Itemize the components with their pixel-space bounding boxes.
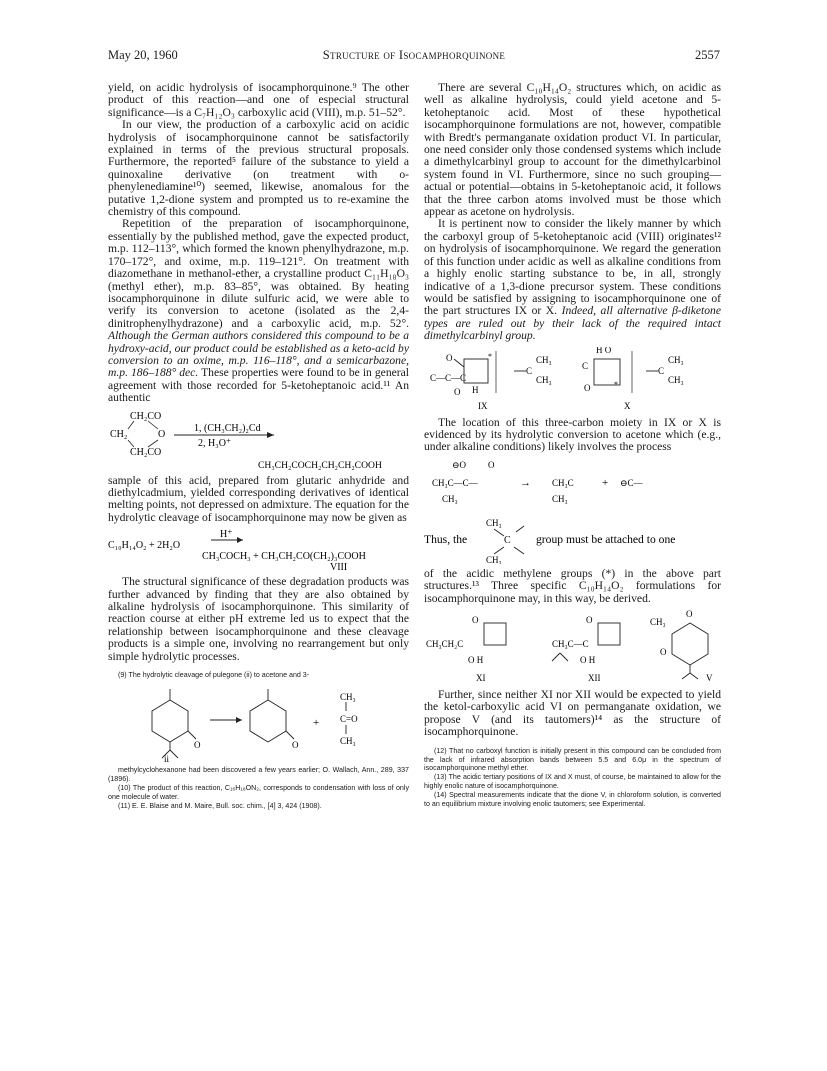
atom-label: O (454, 386, 461, 397)
atom-label: O H (468, 654, 484, 665)
bond-line (454, 359, 464, 367)
footnote-9-cont: methylcyclohexanone had been discovered a few years earlier; O. Wallach, Ann., 289, 337 (1896). (108, 765, 409, 783)
atom-label: CH₃ (536, 354, 552, 365)
bond-line (286, 731, 294, 739)
atom-label: ⊖O (452, 459, 467, 470)
atom-label: CH₃CH₂C (426, 638, 464, 649)
products: CH₃COCH₃ + CH₃CH₂CO(CH₂)₃COOH (202, 551, 366, 563)
reactants: C₁₀H₁₄O₂ + 2H₂O (108, 540, 181, 552)
dimethylcarbinyl-drawing (424, 516, 721, 564)
bond-line (188, 731, 196, 739)
atom-label: * (614, 379, 618, 389)
bond-line (170, 750, 178, 758)
scheme-label: CH₂CO (130, 446, 162, 458)
atom-label: C (658, 365, 665, 376)
paragraph: sample of this acid, prepared from glutaric anhydride and diethylcadmium, yielded corresponding derivatives of identical melting points, not depressed on admixture. The equation for the hydrolytic cleavage of isocamphorquinone may now be given as (108, 473, 409, 524)
cleavage-scheme (424, 458, 721, 512)
footnote-block (424, 747, 721, 809)
italic-text: Although the German authors considered this compound to be a hydroxy-acid, our product could be established as a keto-acid by conversion to an oxime, m.p. 116–118°, and a semicarbazone, m.p. 186–188° dec. (108, 329, 409, 380)
paragraph: The structural significance of these degradation products was further advanced by finding that they are also obtained by alkaline hydrolysis of isocamphorquinone. This similarity of reaction course at either pH extreme led us to expect that the relationship between isocamphorquinone and these cleavage products is a simple one, involving no rearrangement but only simple hydrolytic processes. (108, 575, 409, 663)
atom-label: CH₃ (536, 374, 552, 385)
scheme-label: CH₃C (552, 477, 574, 488)
running-header (108, 48, 720, 66)
compound-label: XI (476, 672, 486, 683)
product-label: CH₃CH₂COCH₂CH₂CH₂COOH (258, 459, 382, 471)
paragraph: In our view, the production of a carboxylic acid on acidic hydrolysis of isocamphorquinone cannot be satisfactorily explained in terms of the previous structural proposals. Furthermore, the reported⁵ failure of the substance to yield a quinoxaline derivative (on treatment with o-phenylenediamine¹⁰) seemed, likewise, anomalous for the putative 1,2-dione system and prompted us to re-examine the chemistry of this compound. (108, 118, 409, 219)
footnote-9: (9) The hydrolytic cleavage of pulegone (ii) to acetone and 3- (118, 671, 310, 680)
atom-label: C (526, 365, 533, 376)
right-column (424, 82, 721, 809)
atom-label: O (472, 614, 479, 625)
atom-label: O (292, 739, 299, 750)
ring (484, 623, 506, 645)
text-run: group must be attached to one (536, 532, 676, 546)
atom-label: C (582, 360, 589, 371)
atom-label: C=O (340, 713, 358, 724)
bond-line (690, 673, 698, 679)
ring (672, 623, 708, 665)
paragraph (424, 218, 721, 342)
structures-xi-xii-v-drawing (424, 609, 721, 685)
bond-line (148, 440, 158, 447)
bond-line (682, 673, 690, 679)
compound-label: VIII (330, 562, 348, 573)
bond-line (514, 547, 524, 554)
compound-label: X (624, 400, 631, 411)
scheme-label: CH₂CO (130, 410, 162, 422)
compound-label: IX (478, 400, 488, 411)
atom-label: O H (580, 654, 596, 665)
bond-line (148, 421, 158, 429)
reagent-label: 1, (CH₃CH₂)₂Cd (194, 422, 261, 434)
arrow-head (236, 717, 242, 723)
pulegone-drawing (108, 684, 409, 762)
scheme-label: CH₂ (110, 428, 128, 440)
header-date: May 20, 1960 (108, 48, 178, 62)
structures-ix-x-drawing (424, 347, 721, 413)
ring (250, 700, 286, 742)
atom-label: CH₃ (486, 517, 502, 528)
paragraph: Further, since neither XI nor XII would be expected to yield the ketol-carboxylic acid VI on permanganate oxidation, we propose V (and its tautomers)¹⁴ as the structure of isocamphorquinone. (424, 687, 721, 739)
atom-label: O (586, 614, 593, 625)
header-title: Structure of Isocamphorquinone (322, 48, 506, 62)
atom-label: CH₃C—C (552, 638, 589, 649)
footnote-11: (11) E. E. Blaise and M. Maire, Bull. soc. chim., [4] 3, 424 (1908). (118, 801, 322, 810)
plus-sign: + (313, 716, 320, 729)
scheme-label: O (158, 428, 166, 440)
cleavage-drawing (424, 458, 721, 512)
atom-label: CH₃ (340, 735, 356, 746)
scheme-label: CH₃C—C— (432, 477, 478, 488)
atom-label: O (660, 646, 667, 657)
arrow-head (267, 432, 274, 438)
footnote-block (108, 766, 409, 811)
footnote-14: (14) Spectral measurements indicate that the dione V, in chloroform solution, is converted to an equilibrium mixture involving enolic tautomers; see Experimental. (424, 791, 721, 809)
atom-label: CH₃ (442, 493, 458, 504)
structures-ix-x (424, 347, 721, 413)
atom-label: O (488, 459, 495, 470)
bond-line (128, 421, 134, 429)
ring (598, 623, 620, 645)
paragraph: There are several C₁₀H₁₄O₂ structures which, on acidic as well as alkaline hydrolysis, could yield acetone and 5-ketoheptanoic acid. Most of these hypothetical isocamphorquinone formulations are not, however, compatible with Bredt's permanganate oxidation product VI. In particular, one need consider only those condensed systems which include a dimethylcarbinyl group to account for the dimethylcarbinol system found in VI. Furthermore, since no such grouping—actual or potential—obtains in 5-ketoheptanoic acid, it follows that the three carbon atoms involved must be those which appear as acetone on hydrolysis. (424, 81, 721, 219)
footnote-10: (10) The product of this reaction, C₁₆H₁₈ON₂, corresponds to condensation with loss of only one molecule of water. (108, 783, 409, 801)
ring (152, 700, 188, 742)
bond-line (516, 526, 524, 532)
footnote-block (108, 671, 409, 680)
atom-label: O (584, 382, 591, 393)
dimethylcarbinyl-line (424, 516, 721, 564)
atom-label: CH₃ (486, 554, 502, 564)
atom-label: H O (596, 346, 612, 355)
bond-line (494, 547, 504, 554)
pulegone-scheme (108, 684, 409, 762)
hydrolysis-equation (108, 528, 409, 572)
atom-label: CH₃ (668, 374, 684, 385)
paragraph: The location of this three-carbon moiety in IX or X is evidenced by its hydrolytic conversion to acetone which (e.g., under alkaline conditions) likely involves the process (424, 415, 721, 454)
atom-label: CH₃ (552, 493, 568, 504)
bond-line (128, 440, 134, 447)
reagent-label: 2, H₃O⁺ (198, 437, 232, 449)
atom-label: * (488, 351, 492, 361)
plus-sign: + (602, 476, 609, 489)
compound-label: ii (164, 753, 170, 762)
text-run: It is pertinent now to consider the likely manner by which the carboxyl group of 5-ketoheptanoic acid (VIII) originates¹² on hydrolysis of isocamphorquinone. We regard the generation of this function under acidic as well as alkaline conditions from a highly enolic starting substance to be, in all, strongly indicative of a 1,3-dione precursor system. These conditions would be satisfied by assigning to isocamphorquinone one of the part structures IX or X. (424, 217, 721, 318)
compound-label: V (706, 672, 713, 683)
compound-label: XII (588, 672, 601, 683)
ring (464, 359, 488, 383)
equation-drawing (108, 528, 409, 572)
catalyst-label: H⁺ (220, 529, 233, 541)
paragraph: of the acidic methylene groups (*) in the above part structures.¹³ Three specific C₁₀H₁₄O₂ formulations for isocamphorquinone may, in this way, be derived. (424, 566, 721, 605)
anhydride-scheme-drawing (108, 409, 409, 471)
bond-line (560, 653, 568, 661)
footnote-12: (12) That no carboxyl function is initially present in this compound can be concluded from the lack of infrared absorption bands between 5.5 and 6.0μ in the spectrum of isocamphorquinone methyl ether. (424, 746, 721, 773)
atom-label: O (194, 739, 201, 750)
structures-xi-xii-v (424, 609, 721, 685)
text-run: These properties were found to be in general agreement with those recorded for 5-ketoheptanoic acid.¹¹ An authentic (108, 366, 409, 405)
page-number: 2557 (695, 48, 720, 62)
atom-label: H (472, 384, 479, 395)
left-column (108, 82, 409, 810)
atom-label: C—C—C (430, 372, 467, 383)
atom-label: C (504, 534, 511, 546)
arrow-head (237, 537, 243, 543)
atom-label: CH₃ (668, 354, 684, 365)
reaction-arrow: → (520, 476, 531, 489)
scheme-label: ⊖C— (620, 477, 643, 488)
paragraph (108, 218, 409, 404)
atom-label: CH₃ (340, 691, 356, 702)
italic-text: Indeed, all alternative β-diketone types are ruled out by their lack of the required intact dimethylcarbinyl group. (424, 304, 721, 343)
anhydride-scheme (108, 409, 409, 471)
text-run: Repetition of the preparation of isocamphorquinone, essentially by the published method, gave the expected product, m.p. 112–113°, which formed the known phenylhydrazone, m.p. 170–172°, and oxime, m.p. 119–121°. On treatment with diazomethane in methanol-ether, a crystalline product C₁₁H₁₈O₃ (methyl ether), m.p. 83–85°, was obtained. By heating isocamphorquinone in dilute sulfuric acid, we were able to verify its conversion to acetone (isolated as the 2,4-dinitrophenylhydrazone) and a carboxylic acid, m.p. 52°. (108, 217, 409, 330)
bond-line (494, 529, 504, 536)
text-run: Thus, the (424, 532, 468, 546)
atom-label: CH₃ (650, 616, 666, 627)
footnote-13: (13) The acidic tertiary positions of IX and X must, of course, be maintained to allow for the highly enolic nature of isocamphorquinone. (424, 773, 721, 791)
atom-label: O (446, 352, 453, 363)
atom-label: O (686, 608, 693, 619)
paragraph: yield, on acidic hydrolysis of isocamphorquinone.⁹ The other product of this reaction—and one of especial structural significance—is a C₇H₁₂O₃ carboxylic acid (VIII), m.p. 51–52°. (108, 81, 409, 119)
bond-line (552, 653, 560, 661)
